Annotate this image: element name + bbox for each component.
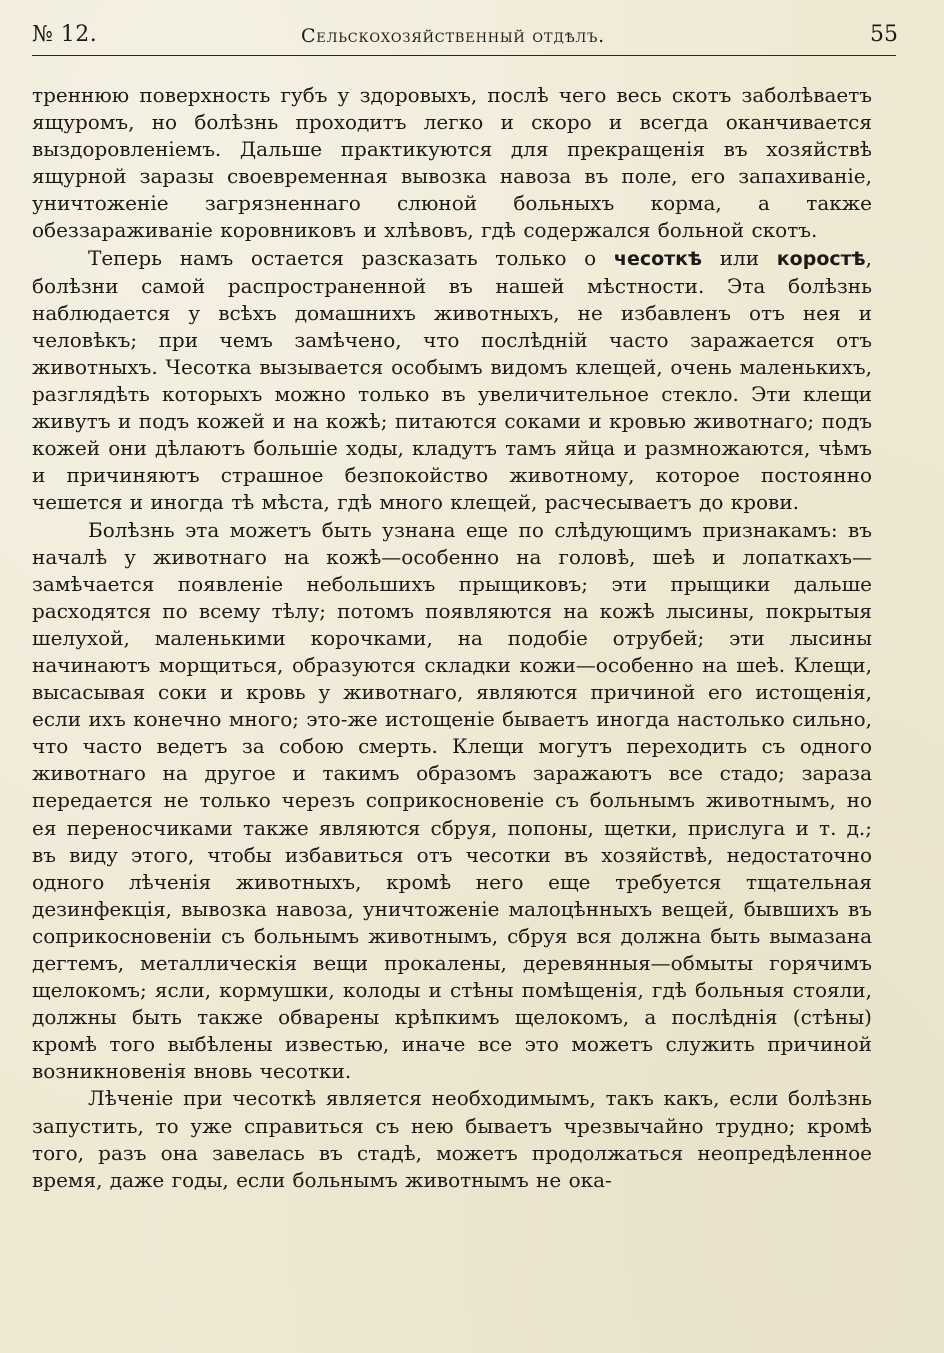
issue-number: № 12. — [32, 22, 98, 47]
running-header — [32, 22, 898, 56]
page-number: 55 — [870, 22, 898, 47]
emphasis-korosta: коростѣ — [776, 247, 866, 270]
paragraph-2-rest: , болѣзни самой распространенной въ нашей мѣстности. Эта болѣзнь наблюдается у всѣхъ домашнихъ животныхъ, не избавленъ отъ нея и человѣкъ; при чемъ замѣчено, что послѣдній часто заражается отъ животныхъ. Чесотка вызывается особымъ видомъ клещей, очень маленькихъ, разглядѣть которыхъ можно только въ увеличительное стекло. Эти клещи живутъ и подъ кожей и на кожѣ; питаются соками и кровью животнаго; подъ кожей они дѣлаютъ большіе ходы, кладутъ тамъ яйца и размножаются, чѣмъ и причиняютъ страшное безпокойство животному, которое постоянно чешется и иногда тѣ мѣста, гдѣ много клещей, расчесываетъ до крови. — [32, 245, 872, 515]
paragraph-3: Болѣзнь эта можетъ быть узнана еще по слѣдующимъ признакамъ: въ началѣ у животнаго на кожѣ—особенно на головѣ, шеѣ и лопаткахъ—замѣчается появленіе небольшихъ прыщиковъ; эти прыщики дальше расходятся по всему тѣлу; потомъ появляются на кожѣ лысины, покрытыя шелухой, маленькими корочками, на подобіе отрубей; эти лысины начинаютъ морщиться, образуются складки кожи—особенно на шеѣ. Клещи, высасывая соки и кровь у животнаго, являются причиной его истощенія, если ихъ конечно много; это-же истощеніе бываетъ иногда настолько сильно, что часто ведетъ за собою смерть. Клещи могутъ переходить съ одного животнаго на другое и такимъ образомъ заражаютъ все стадо; зараза передается не только черезъ соприкосновеніе съ больнымъ животнымъ, но ея переносчиками также являются сбруя, попоны, щетки, прислуга и т. д.; въ виду этого, чтобы избавиться отъ чесотки въ хозяйствѣ, недостаточно одного лѣченія животныхъ, кромѣ него еще требуется тщательная дезинфекція, вывозка навоза, уничтоженіе малоцѣнныхъ вещей, бывшихъ въ соприкосновеніи съ больнымъ животнымъ, сбруя вся должна быть вымазана дегтемъ, металлическія вещи прокалены, деревянныя—обмыты горячимъ щелокомъ; ясли, кормушки, колоды и стѣны помѣщенія, гдѣ больныя стояли, должны быть также обварены крѣпкимъ щелокомъ, а послѣднія (стѣны) кромѣ того выбѣлены известью, иначе все это можетъ служить причиной возникновенія вновь чесотки. — [32, 517, 872, 1084]
section-title: Сельскохозяйственный отдѣлъ. — [300, 25, 606, 47]
paragraph-4: Лѣченіе при чесоткѣ является необходимымъ, такъ какъ, если болѣзнь запустить, то уже справиться съ нею бываетъ чрезвычайно трудно; кромѣ того, разъ она завелась въ стадѣ, можетъ продолжаться неопредѣленное время, даже годы, если больнымъ животнымъ не ока- — [32, 1086, 872, 1192]
emphasis-chesotka: чесоткѣ — [613, 247, 703, 270]
paragraph-1: треннюю поверхность губъ у здоровыхъ, послѣ чего весь скотъ заболѣваетъ ящуромъ, но болѣзнь проходитъ легко и скоро и всегда оканчивается выздоровленіемъ. Дальше практикуются для прекращенія въ хозяйствѣ ящурной заразы своевременная вывозка навоза въ поле, его запахиваніе, уничтоженіе загрязненнаго слюной больныхъ корма, а также обеззараживаніе коровниковъ и хлѣвовъ, гдѣ содержался больной скотъ. — [32, 83, 872, 243]
paragraph-2 — [32, 245, 872, 517]
paragraph-2-mid: или — [702, 245, 777, 270]
paragraph-2-start: Теперь намъ остается разсказать только о — [88, 245, 614, 270]
header-rule — [32, 55, 896, 56]
article-body — [32, 82, 872, 1194]
